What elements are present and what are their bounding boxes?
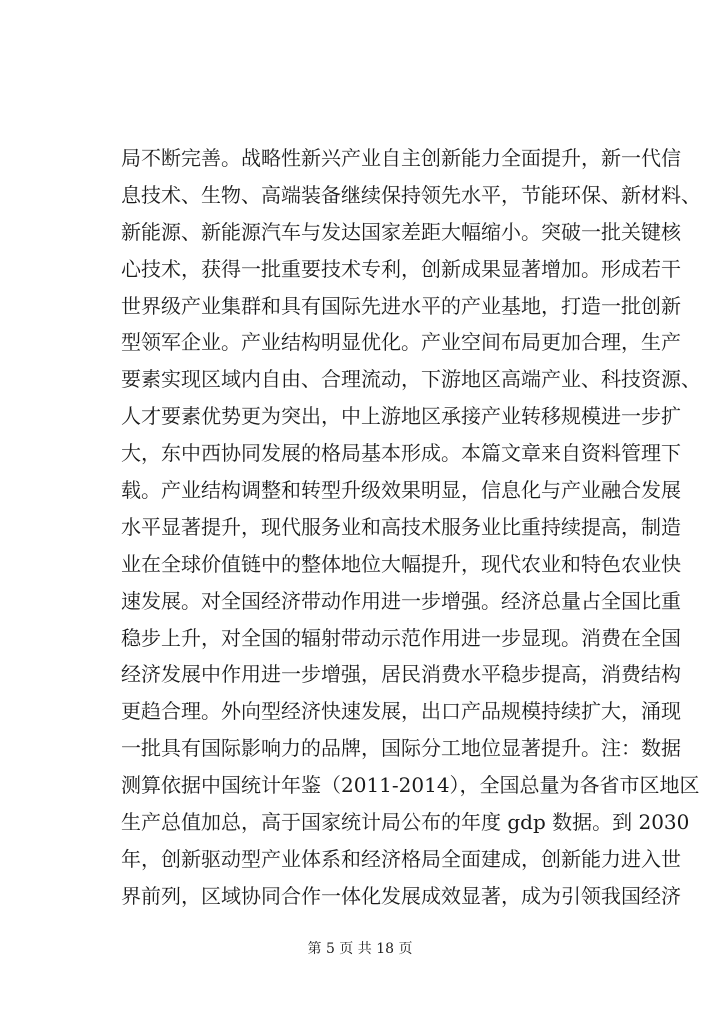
text-line: 要素实现区域内自由、合理流动，下游地区高端产业、科技资源、 [121, 367, 701, 392]
text-line: 速发展。对全国经济带动作用进一步增强。经济总量占全国比重 [121, 588, 681, 613]
text-line: 界前列，区域协同合作一体化发展成效显著，成为引领我国经济 [121, 883, 681, 908]
text-line: 载。产业结构调整和转型升级效果明显，信息化与产业融合发展 [121, 478, 681, 503]
text-line: 测算依据中国统计年鉴（2011-2014），全国总量为各省市区地区 [121, 773, 700, 798]
text-line: 新能源、新能源汽车与发达国家差距大幅缩小。突破一批关键核 [121, 219, 681, 244]
text-line: 息技术、生物、高端装备继续保持领先水平，节能环保、新材料、 [121, 182, 701, 207]
page-number-footer: 第 5 页 共 18 页 [307, 941, 413, 957]
text-line: 业在全球价值链中的整体地位大幅提升，现代农业和特色农业快 [121, 551, 681, 576]
text-line: 型领军企业。产业结构明显优化。产业空间布局更加合理，生产 [121, 330, 681, 355]
text-line: 人才要素优势更为突出，中上游地区承接产业转移规模进一步扩 [121, 404, 681, 429]
text-line: 大，东中西协同发展的格局基本形成。本篇文章来自资料管理下 [121, 441, 681, 466]
text-line: 生产总值加总，高于国家统计局公布的年度 gdp 数据。到 2030 [121, 810, 690, 835]
text-line: 一批具有国际影响力的品牌，国际分工地位显著提升。注：数据 [121, 736, 681, 761]
text-line: 年，创新驱动型产业体系和经济格局全面建成，创新能力进入世 [121, 846, 681, 871]
body-paragraph [121, 140, 701, 915]
text-line: 世界级产业集群和具有国际先进水平的产业基地，打造一批创新 [121, 293, 681, 318]
text-line: 稳步上升，对全国的辐射带动示范作用进一步显现。消费在全国 [121, 625, 681, 650]
text-line: 心技术，获得一批重要技术专利，创新成果显著增加。形成若干 [121, 256, 681, 281]
text-line: 局不断完善。战略性新兴产业自主创新能力全面提升，新一代信 [121, 146, 681, 170]
text-line: 更趋合理。外向型经济快速发展，出口产品规模持续扩大，涌现 [121, 699, 681, 724]
text-line: 经济发展中作用进一步增强，居民消费水平稳步提高，消费结构 [121, 662, 681, 687]
text-line: 水平显著提升，现代服务业和高技术服务业比重持续提高，制造 [121, 514, 681, 539]
